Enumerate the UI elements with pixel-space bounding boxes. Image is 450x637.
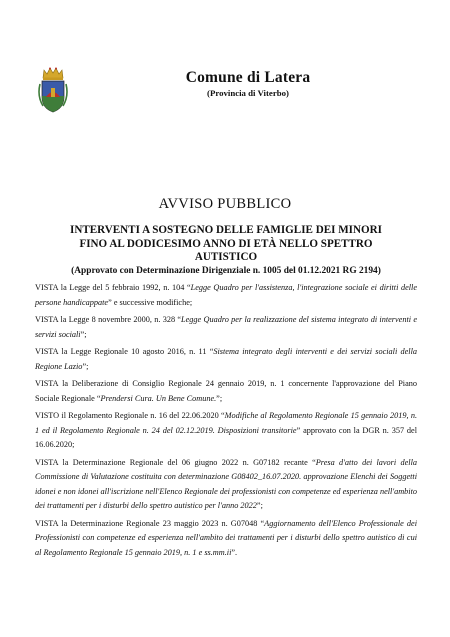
paragraph-legge-328: VISTA la Legge 8 novembre 2000, n. 328 “Legge Quadro per la realizzazione del sistema integrato di interventi e servizi sociali”; bbox=[35, 315, 417, 339]
paragraph-legge-104: VISTA la Legge del 5 febbraio 1992, n. 104 “Legge Quadro per l'assistenza, l'integrazione sociale ei diritti delle persone handicappate” e successive modifiche; bbox=[35, 283, 418, 307]
title-line-3: AUTISTICO bbox=[194, 251, 258, 264]
paragraph-deliberazione: VISTA la Deliberazione di Consiglio Regionale 24 gennaio 2019, n. 1 concernente l'approvazione del Piano Sociale Regionale “Prendersi Cura. Un Bene Comune.”; bbox=[35, 379, 417, 403]
approval-reference: (Approvato con Determinazione Dirigenziale n. 1005 del 01.12.2021 RG 2194) bbox=[71, 265, 381, 276]
letterhead bbox=[118, 69, 378, 98]
document-body bbox=[35, 281, 417, 563]
province-name: (Provincia di Viterbo) bbox=[207, 88, 289, 98]
notice-title bbox=[28, 224, 424, 277]
paragraph-determinazione-g07182: VISTA la Determinazione Regionale del 06 giugno 2022 n. G07182 recante “Presa d'atto dei lavori della Commissione di Valutazione costituita con determinazione G08402_16.07.2020. approvazione Elenchi dei Soggetti idonei e non idonei all'iscrizione nell'Elenco Regionale dei professionisti con competenze ed esperienza nell'ambito dei trattamenti per i disturbi dello spettro autistico per l'anno 2022”; bbox=[35, 457, 417, 510]
paragraph-legge-regionale-11: VISTA la Legge Regionale 10 agosto 2016, n. 11 “Sistema integrato degli interventi e dei servizi sociali della Regione Lazio”; bbox=[35, 347, 417, 371]
municipal-crest-icon bbox=[37, 66, 69, 114]
title-line-2: FINO AL DODICESIMO ANNO DI ETÀ NELLO SPETTRO bbox=[79, 237, 373, 250]
municipality-name: Comune di Latera bbox=[185, 69, 311, 86]
notice-heading: AVVISO PUBBLICO bbox=[158, 196, 292, 212]
paragraph-determinazione-g07048: VISTA la Determinazione Regionale 23 maggio 2023 n. G07048 “Aggiornamento dell'Elenco Professionale dei Professionisti con competenze ed esperienza nell'ambito dei trattamenti per i disturbi dello spettro autistico di cui al Regolamento Regionale 15 gennaio 2019, n. 1 e ss.mm.ii”. bbox=[35, 518, 418, 557]
paragraph-regolamento-16: VISTO il Regolamento Regionale n. 16 del 22.06.2020 “Modifiche al Regolamento Regionale 15 gennaio 2019, n. 1 ed il Regolamento Regionale n. 24 del 02.12.2019. Disposizioni transitorie” approvato con la DGR n. 357 del 16.06.2020; bbox=[35, 411, 418, 449]
title-line-1: INTERVENTI A SOSTEGNO DELLE FAMIGLIE DEI MINORI bbox=[70, 224, 382, 236]
